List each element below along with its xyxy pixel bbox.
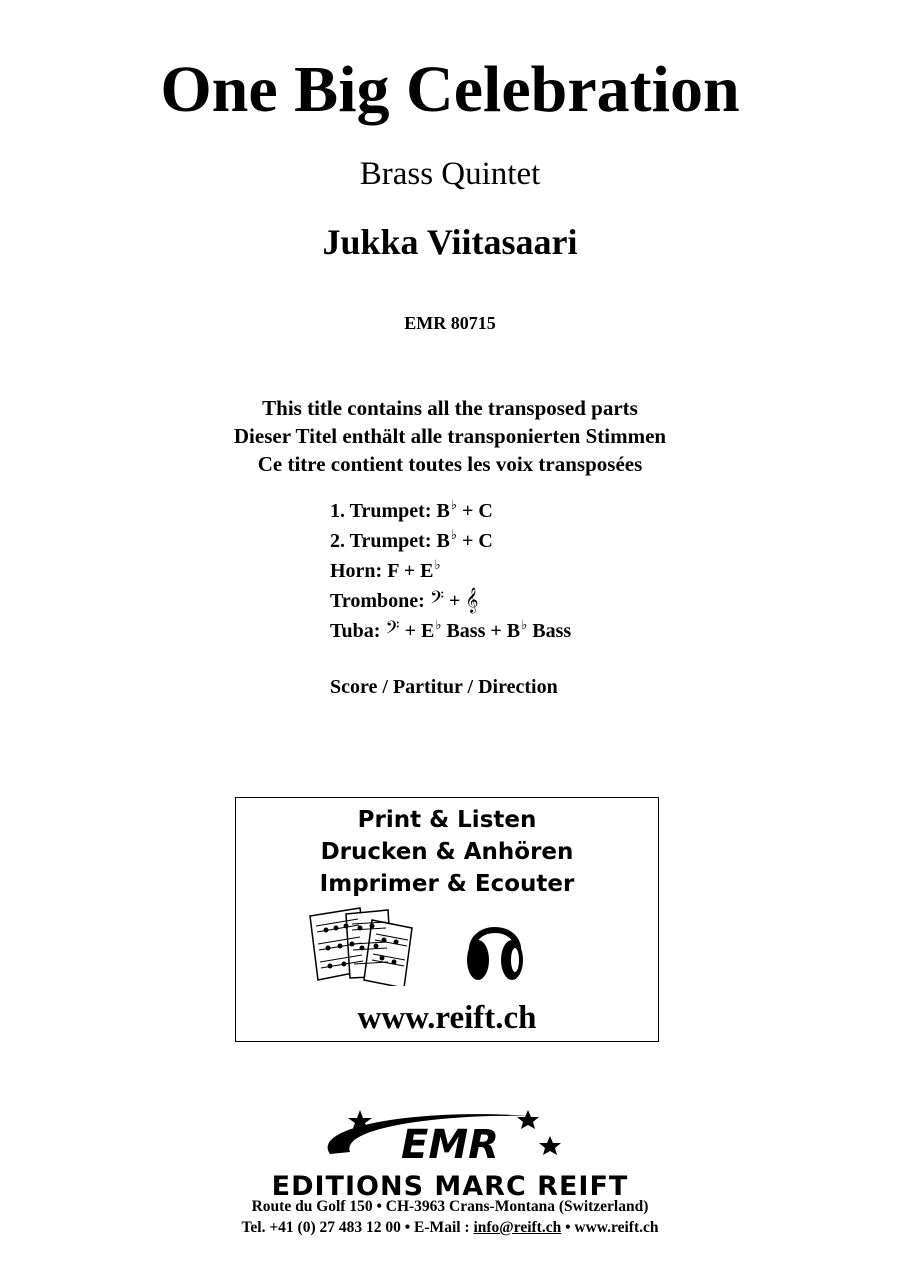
catalog-number: EMR 80715 bbox=[404, 313, 496, 333]
headphones-icon bbox=[464, 908, 526, 986]
sheet-music-icon bbox=[306, 906, 421, 986]
parts-list bbox=[330, 496, 571, 646]
publisher-address: Route du Golf 150 • CH-3963 Crans-Montana (Switzerland) bbox=[251, 1198, 649, 1215]
promo-line-french: Imprimer & Ecouter bbox=[319, 871, 575, 897]
part-trumpet-1: 1. Trumpet: B♭ + C bbox=[330, 497, 493, 522]
subtitle: Brass Quintet bbox=[359, 156, 541, 192]
composer: Jukka Viitasaari bbox=[322, 222, 578, 262]
print-listen-box bbox=[235, 797, 659, 1042]
treble-clef-icon: 𝄞 bbox=[465, 588, 479, 613]
email-link[interactable]: info@reift.ch bbox=[473, 1219, 562, 1236]
note-german: Dieser Titel enthält alle transponierten Stimmen bbox=[233, 424, 667, 448]
website-link[interactable]: www.reift.ch bbox=[357, 1000, 537, 1036]
publisher-contact: Tel. +41 (0) 27 483 12 00 • E-Mail : info@reift.ch • www.reift.ch bbox=[241, 1219, 659, 1236]
promo-line-german: Drucken & Anhören bbox=[320, 839, 574, 865]
publisher-name: EDITIONS MARC REIFT bbox=[271, 1171, 629, 1202]
note-french: Ce titre contient toutes les voix transposées bbox=[257, 452, 643, 476]
logo-text: EMR bbox=[401, 1122, 499, 1168]
promo-line-english: Print & Listen bbox=[357, 807, 537, 833]
part-tuba: Tuba: 𝄢 + E♭ Bass + B♭ Bass bbox=[330, 617, 572, 643]
note-english: This title contains all the transposed parts bbox=[262, 396, 638, 420]
part-trumpet-2: 2. Trumpet: B♭ + C bbox=[330, 527, 493, 552]
page-title: One Big Celebration bbox=[160, 53, 740, 126]
emr-logo bbox=[300, 1106, 600, 1168]
part-horn: Horn: F + E♭ bbox=[330, 557, 441, 582]
part-trombone: Trombone: 𝄢 + 𝄞 bbox=[330, 588, 479, 613]
bass-clef-icon: 𝄢 bbox=[429, 588, 444, 613]
bass-clef-icon: 𝄢 bbox=[385, 618, 400, 643]
score-label: Score / Partitur / Direction bbox=[330, 676, 558, 698]
